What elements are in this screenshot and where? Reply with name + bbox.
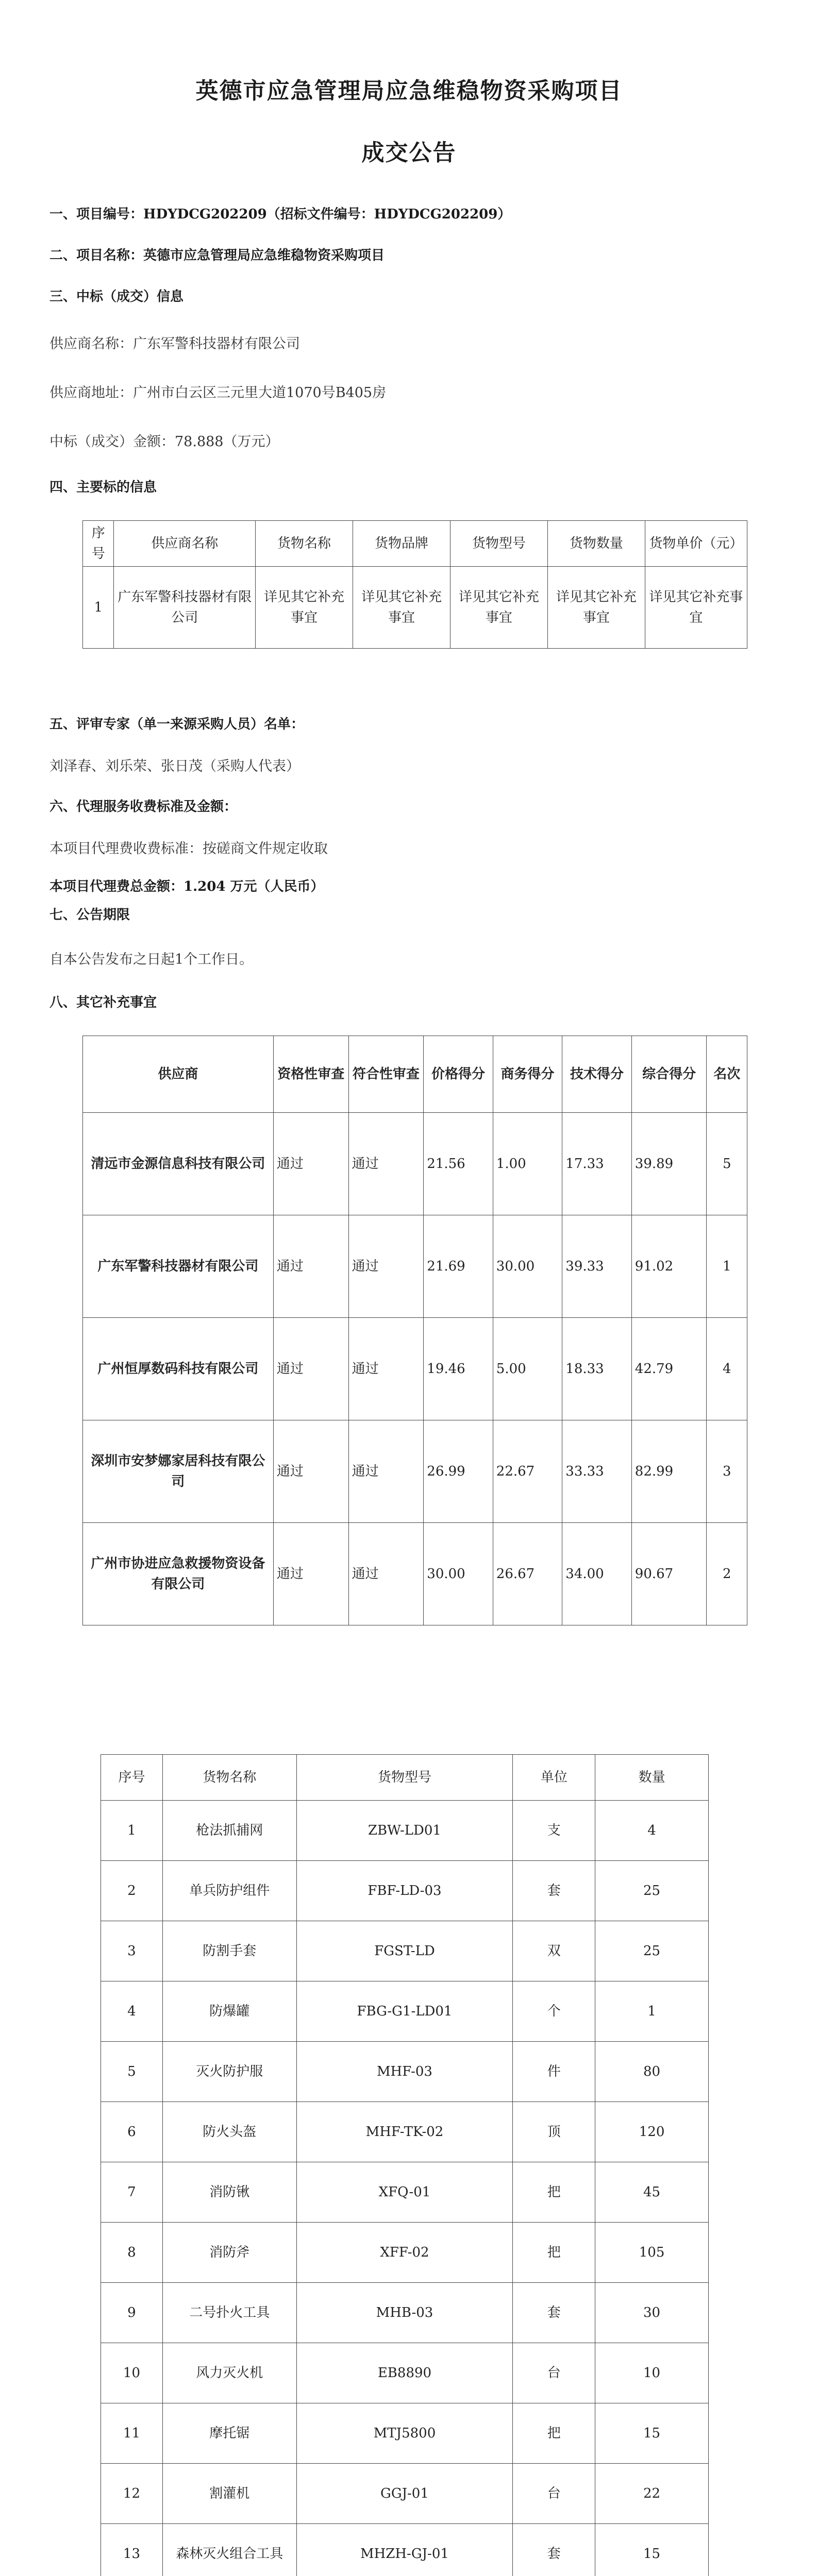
table2-cell: 33.33 — [562, 1420, 632, 1523]
table3-cell: 1 — [101, 1801, 163, 1861]
table3-cell: MHF-03 — [296, 2042, 513, 2102]
table3-cell: 4 — [101, 1981, 163, 2042]
table2-cell: 22.67 — [493, 1420, 562, 1523]
table-row — [83, 1215, 747, 1318]
table-row — [101, 2042, 709, 2102]
table3-cell: 5 — [101, 2042, 163, 2102]
table3-cell: 30 — [595, 2283, 709, 2343]
table2-cell: 通过 — [348, 1215, 424, 1318]
section-5: 五、评审专家（单一来源采购人员）名单： — [49, 717, 305, 732]
table1-header-cell: 货物型号 — [450, 521, 547, 567]
table2-cell: 通过 — [348, 1523, 424, 1625]
table3-cell: 套 — [513, 2524, 595, 2576]
table2-cell: 通过 — [273, 1523, 348, 1625]
table2-cell: 42.79 — [631, 1318, 707, 1420]
table3-cell: 9 — [101, 2283, 163, 2343]
table2-cell: 通过 — [273, 1318, 348, 1420]
table3-cell: 6 — [101, 2102, 163, 2162]
table3-cell: MTJ5800 — [296, 2403, 513, 2464]
table3-cell: 台 — [513, 2464, 595, 2524]
table2-cell: 广东军警科技器材有限公司 — [83, 1215, 274, 1318]
table3-cell: 22 — [595, 2464, 709, 2524]
table2-header-cell: 技术得分 — [562, 1036, 632, 1113]
table3-cell: GGJ-01 — [296, 2464, 513, 2524]
table3-cell: 10 — [101, 2343, 163, 2403]
award-amount: 中标（成交）金额：78.888（万元） — [49, 434, 279, 450]
table-row — [83, 1523, 747, 1625]
table3-cell: 13 — [101, 2524, 163, 2576]
table2-cell: 19.46 — [424, 1318, 493, 1420]
table3-cell: 把 — [513, 2162, 595, 2223]
table3-cell: MHF-TK-02 — [296, 2102, 513, 2162]
table3-cell: 单兵防护组件 — [162, 1861, 296, 1921]
table-row — [101, 1861, 709, 1921]
table-row — [101, 1981, 709, 2042]
table3-cell: 120 — [595, 2102, 709, 2162]
table3-cell: 件 — [513, 2042, 595, 2102]
table1-header-cell: 货物品牌 — [353, 521, 450, 567]
table3-cell: 12 — [101, 2464, 163, 2524]
table3-cell: 灭火防护服 — [162, 2042, 296, 2102]
table3-cell: 2 — [101, 1861, 163, 1921]
evaluation-table — [82, 1036, 747, 1625]
table3-header-cell: 货物型号 — [296, 1755, 513, 1801]
table3-cell: 二号扑火工具 — [162, 2283, 296, 2343]
table2-cell: 39.89 — [631, 1113, 707, 1215]
table-row — [83, 1420, 747, 1523]
table3-cell: 防爆罐 — [162, 1981, 296, 2042]
supplier-address: 供应商地址：广州市白云区三元里大道1070号B405房 — [49, 385, 387, 401]
table2-cell: 21.69 — [424, 1215, 493, 1318]
table2-cell: 18.33 — [562, 1318, 632, 1420]
table2-cell: 39.33 — [562, 1215, 632, 1318]
table3-cell: ZBW-LD01 — [296, 1801, 513, 1861]
table3-cell: MHB-03 — [296, 2283, 513, 2343]
table3-cell: 25 — [595, 1861, 709, 1921]
table2-cell: 通过 — [348, 1420, 424, 1523]
table1-cell: 广东军警科技器材有限公司 — [114, 567, 256, 649]
table2-cell: 17.33 — [562, 1113, 632, 1215]
table3-cell: 个 — [513, 1981, 595, 2042]
table2-cell: 通过 — [348, 1113, 424, 1215]
table-row — [101, 1801, 709, 1861]
table3-cell: 双 — [513, 1921, 595, 1981]
table1-cell: 详见其它补充事宜 — [645, 567, 747, 649]
table3-cell: 套 — [513, 1861, 595, 1921]
table3-cell: 顶 — [513, 2102, 595, 2162]
supplier-name: 供应商名称：广东军警科技器材有限公司 — [49, 336, 300, 352]
table2-cell: 26.99 — [424, 1420, 493, 1523]
table2-cell: 5 — [707, 1113, 747, 1215]
table1-cell: 详见其它补充事宜 — [450, 567, 547, 649]
table2-header-cell: 名次 — [707, 1036, 747, 1113]
table2-cell: 3 — [707, 1420, 747, 1523]
table-row — [101, 2343, 709, 2403]
table2-cell: 通过 — [348, 1318, 424, 1420]
table3-cell: 7 — [101, 2162, 163, 2223]
experts-list: 刘泽春、刘乐荣、张日茂（采购人代表） — [49, 758, 300, 774]
table3-cell: XFF-02 — [296, 2223, 513, 2283]
table-row — [101, 2464, 709, 2524]
table2-cell: 深圳市安梦娜家居科技有限公司 — [83, 1420, 274, 1523]
table3-cell: 消防锹 — [162, 2162, 296, 2223]
table3-cell: 4 — [595, 1801, 709, 1861]
table3-cell: 把 — [513, 2223, 595, 2283]
page-subtitle: 成交公告 — [361, 140, 457, 166]
table1-header-cell: 货物单价（元） — [645, 521, 747, 567]
table1-cell: 1 — [83, 567, 114, 649]
table-row — [101, 2162, 709, 2223]
table1-header-cell: 货物数量 — [547, 521, 645, 567]
table3-cell: 风力灭火机 — [162, 2343, 296, 2403]
table2-cell: 广州市协进应急救援物资设备有限公司 — [83, 1523, 274, 1625]
table1-header-cell: 序号 — [83, 521, 114, 567]
table2-header-cell: 符合性审查 — [348, 1036, 424, 1113]
table2-cell: 30.00 — [493, 1215, 562, 1318]
table3-cell: 15 — [595, 2524, 709, 2576]
table2-cell: 82.99 — [631, 1420, 707, 1523]
table-row — [101, 2102, 709, 2162]
goods-list-table — [101, 1754, 709, 2576]
table3-cell: 台 — [513, 2343, 595, 2403]
section-6: 六、代理服务收费标准及金额： — [49, 799, 238, 815]
table2-cell: 通过 — [273, 1113, 348, 1215]
table3-cell: 消防斧 — [162, 2223, 296, 2283]
table3-cell: 8 — [101, 2223, 163, 2283]
table3-cell: 支 — [513, 1801, 595, 1861]
table3-cell: 45 — [595, 2162, 709, 2223]
table3-cell: XFQ-01 — [296, 2162, 513, 2223]
table3-cell: 15 — [595, 2403, 709, 2464]
table-row — [83, 567, 747, 649]
table3-cell: 防割手套 — [162, 1921, 296, 1981]
table2-cell: 90.67 — [631, 1523, 707, 1625]
table2-cell: 34.00 — [562, 1523, 632, 1625]
subject-info-table — [82, 520, 747, 649]
table3-header-cell: 数量 — [595, 1755, 709, 1801]
table2-cell: 26.67 — [493, 1523, 562, 1625]
section-3: 三、中标（成交）信息 — [49, 289, 184, 304]
table1-cell: 详见其它补充事宜 — [256, 567, 353, 649]
table-row — [101, 1921, 709, 1981]
table3-cell: MHZH-GJ-01 — [296, 2524, 513, 2576]
table2-cell: 1 — [707, 1215, 747, 1318]
table1-cell: 详见其它补充事宜 — [353, 567, 450, 649]
page-title: 英德市应急管理局应急维稳物资采购项目 — [195, 78, 623, 104]
table2-cell: 5.00 — [493, 1318, 562, 1420]
announcement-period: 自本公告发布之日起1个工作日。 — [49, 952, 254, 968]
section-2: 二、项目名称：英德市应急管理局应急维稳物资采购项目 — [49, 248, 385, 263]
table3-header-cell: 货物名称 — [162, 1755, 296, 1801]
table2-cell: 4 — [707, 1318, 747, 1420]
section-4: 四、主要标的信息 — [49, 480, 157, 495]
table2-cell: 通过 — [273, 1420, 348, 1523]
table2-header-cell: 价格得分 — [424, 1036, 493, 1113]
table-row — [101, 2403, 709, 2464]
table3-cell: 1 — [595, 1981, 709, 2042]
table3-cell: 森林灭火组合工具 — [162, 2524, 296, 2576]
table3-cell: 25 — [595, 1921, 709, 1981]
section-8: 八、其它补充事宜 — [49, 995, 157, 1010]
table2-cell: 91.02 — [631, 1215, 707, 1318]
section-1: 一、项目编号：HDYDCG202209（招标文件编号：HDYDCG202209） — [49, 207, 511, 222]
table2-cell: 21.56 — [424, 1113, 493, 1215]
table3-cell: 套 — [513, 2283, 595, 2343]
table2-cell: 清远市金源信息科技有限公司 — [83, 1113, 274, 1215]
table-row — [83, 1318, 747, 1420]
section-7: 七、公告期限 — [49, 907, 130, 923]
table1-cell: 详见其它补充事宜 — [547, 567, 645, 649]
table1-header-cell: 供应商名称 — [114, 521, 256, 567]
table3-cell: 枪法抓捕网 — [162, 1801, 296, 1861]
table-row — [101, 2223, 709, 2283]
table2-header-cell: 供应商 — [83, 1036, 274, 1113]
table2-header-cell: 商务得分 — [493, 1036, 562, 1113]
table3-header-cell: 单位 — [513, 1755, 595, 1801]
table1-header-cell: 货物名称 — [256, 521, 353, 567]
table3-cell: 105 — [595, 2223, 709, 2283]
table2-header-cell: 综合得分 — [631, 1036, 707, 1113]
table3-cell: 10 — [595, 2343, 709, 2403]
fee-total: 本项目代理费总金额：1.204 万元（人民币） — [49, 879, 324, 894]
table-row — [101, 2524, 709, 2576]
table3-cell: 80 — [595, 2042, 709, 2102]
table3-cell: 3 — [101, 1921, 163, 1981]
table2-header-cell: 资格性审查 — [273, 1036, 348, 1113]
table3-cell: 摩托锯 — [162, 2403, 296, 2464]
table3-cell: FBF-LD-03 — [296, 1861, 513, 1921]
table-row — [83, 1113, 747, 1215]
table3-cell: FGST-LD — [296, 1921, 513, 1981]
table3-cell: 把 — [513, 2403, 595, 2464]
table3-cell: EB8890 — [296, 2343, 513, 2403]
table3-header-cell: 序号 — [101, 1755, 163, 1801]
table2-cell: 通过 — [273, 1215, 348, 1318]
table2-cell: 2 — [707, 1523, 747, 1625]
table2-cell: 30.00 — [424, 1523, 493, 1625]
fee-standard: 本项目代理费收费标准：按磋商文件规定收取 — [49, 841, 328, 857]
table3-cell: FBG-G1-LD01 — [296, 1981, 513, 2042]
table3-cell: 11 — [101, 2403, 163, 2464]
table3-cell: 割灌机 — [162, 2464, 296, 2524]
table2-cell: 广州恒厚数码科技有限公司 — [83, 1318, 274, 1420]
table2-cell: 1.00 — [493, 1113, 562, 1215]
table-row — [101, 2283, 709, 2343]
table3-cell: 防火头盔 — [162, 2102, 296, 2162]
